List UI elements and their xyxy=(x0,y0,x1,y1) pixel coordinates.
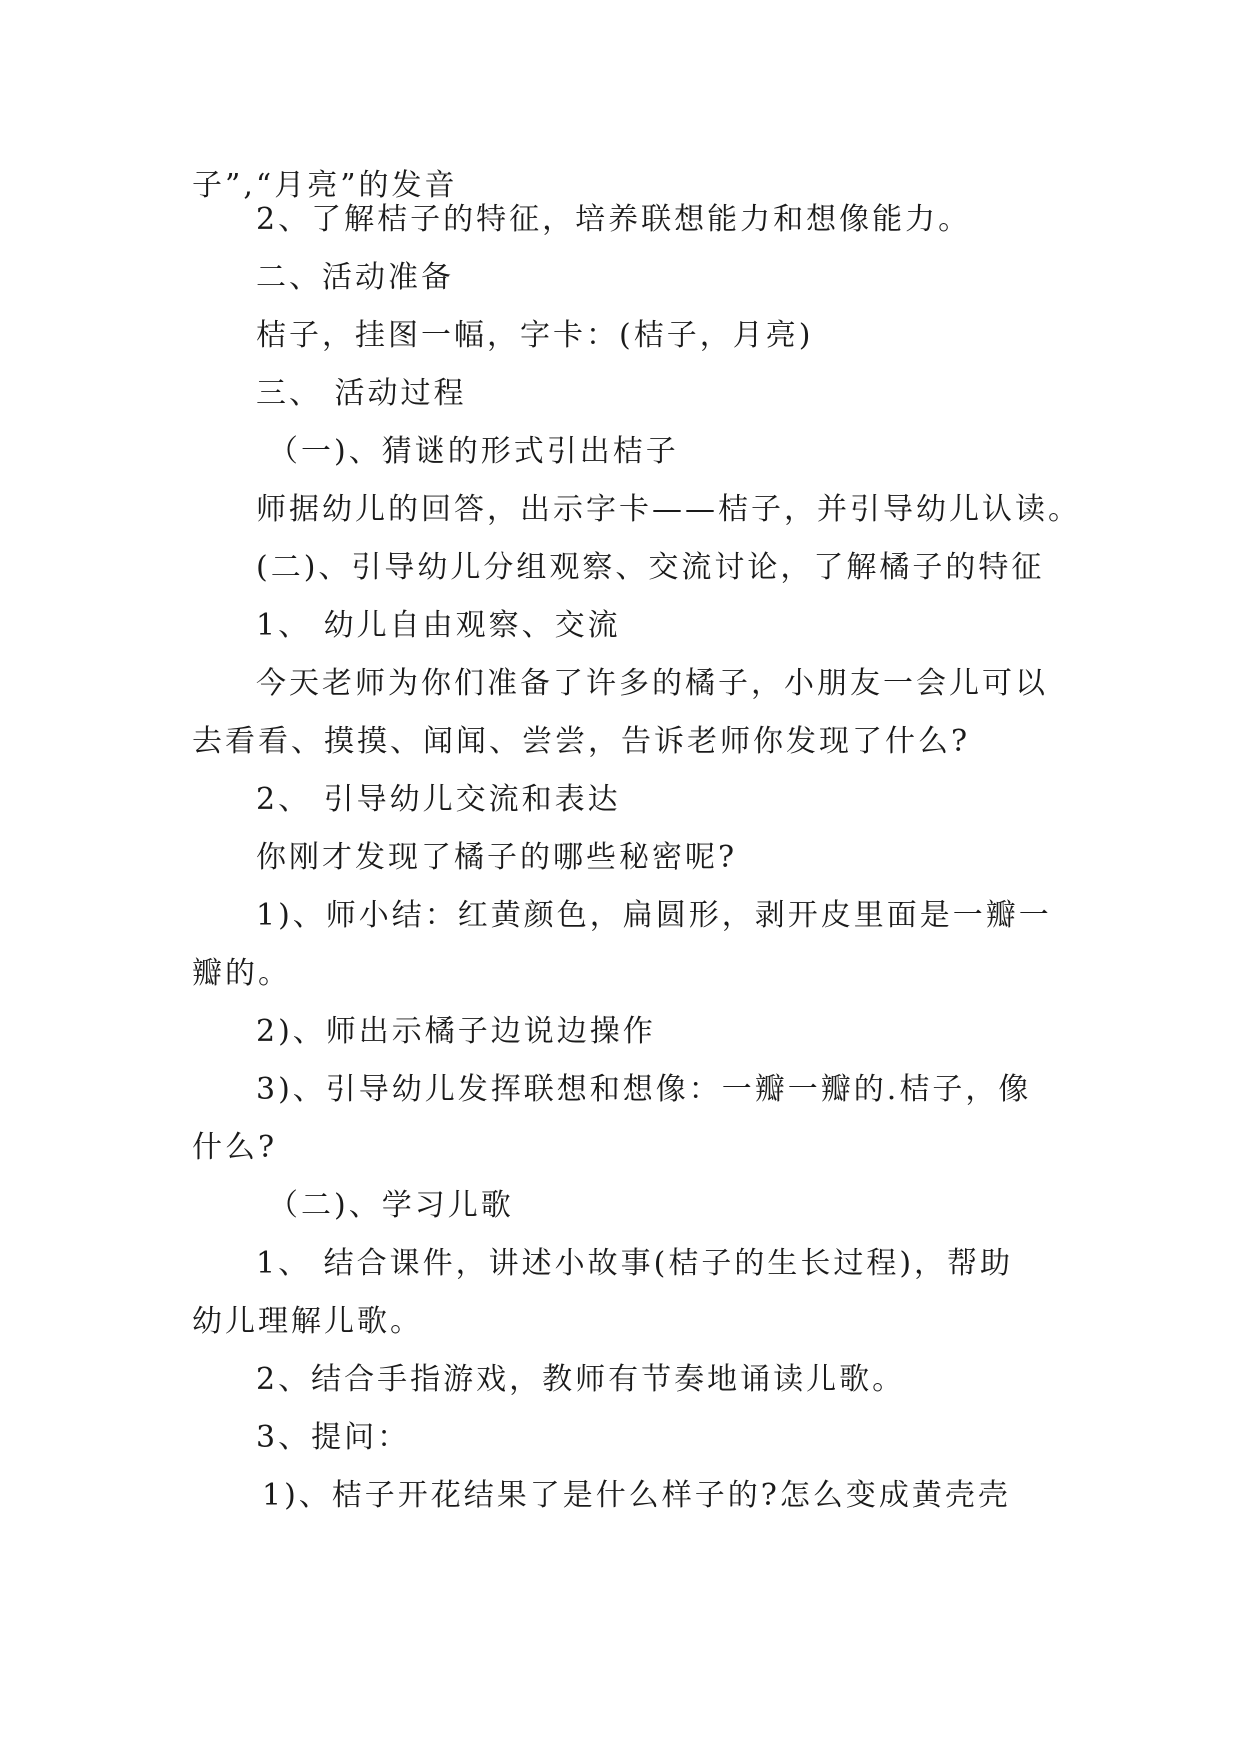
text-line-18: 什么? xyxy=(192,1130,278,1165)
text-line-3: 二、活动准备 xyxy=(256,260,454,295)
text-line-13: 你刚才发现了橘子的哪些秘密呢? xyxy=(256,840,738,875)
text-line-23: 3、提问： xyxy=(256,1420,411,1455)
text-line-12: 2、 引导幼儿交流和表达 xyxy=(256,782,621,817)
text-line-2: 2、了解桔子的特征，培养联想能力和想像能力。 xyxy=(256,202,972,237)
text-line-5: 三、 活动过程 xyxy=(256,376,467,411)
text-line-4: 桔子，挂图一幅，字卡：(桔子，月亮) xyxy=(256,318,814,353)
text-line-24: 1)、桔子开花结果了是什么样子的?怎么变成黄壳壳 xyxy=(262,1478,1011,1513)
text-line-19: （二)、学习儿歌 xyxy=(268,1188,514,1223)
text-line-15: 瓣的。 xyxy=(192,956,291,991)
text-line-1: 子”,“月亮”的发音 xyxy=(192,168,458,203)
text-line-9: 1、 幼儿自由观察、交流 xyxy=(256,608,621,643)
text-line-8: (二)、引导幼儿分组观察、交流讨论，了解橘子的特征 xyxy=(256,550,1045,585)
text-line-17: 3)、引导幼儿发挥联想和想像：一瓣一瓣的.桔子，像 xyxy=(256,1072,1032,1107)
text-line-7: 师据幼儿的回答，出示字卡——桔子，并引导幼儿认读。 xyxy=(256,492,1081,527)
text-line-22: 2、结合手指游戏，教师有节奏地诵读儿歌。 xyxy=(256,1362,906,1397)
text-line-20: 1、 结合课件，讲述小故事(桔子的生长过程)，帮助 xyxy=(256,1246,1014,1281)
text-line-10: 今天老师为你们准备了许多的橘子，小朋友一会儿可以 xyxy=(256,666,1048,701)
text-line-14: 1)、师小结：红黄颜色，扁圆形，剥开皮里面是一瓣一 xyxy=(256,898,1052,933)
text-line-6: （一)、猜谜的形式引出桔子 xyxy=(268,434,679,469)
text-line-16: 2)、师出示橘子边说边操作 xyxy=(256,1014,656,1049)
text-line-11: 去看看、摸摸、闻闻、尝尝，告诉老师你发现了什么? xyxy=(192,724,971,759)
text-line-21: 幼儿理解儿歌。 xyxy=(192,1304,423,1339)
